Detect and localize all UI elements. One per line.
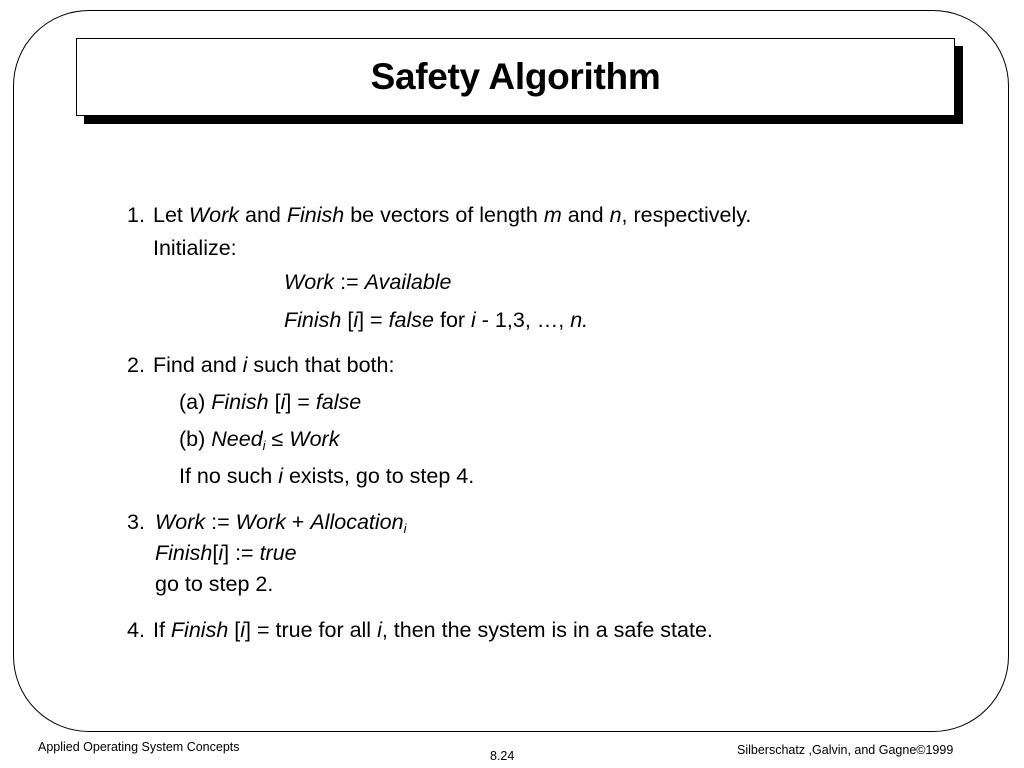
step-1-and-2: and — [561, 203, 610, 227]
step-2-find-and: Find and — [153, 353, 243, 377]
step-1-respectively: , respectively. — [621, 203, 752, 227]
step-4-rest: ] = true for all — [245, 618, 378, 642]
step-2-a-label: (a) — [179, 390, 212, 414]
step-1-available: Available — [364, 270, 452, 294]
step-1-work: Work — [188, 203, 240, 227]
step-4-then: , then the system is in a safe state. — [381, 618, 713, 642]
step-1-let: Let — [153, 203, 189, 227]
step-2-b-need: Need — [211, 427, 263, 451]
step-4-line — [153, 620, 713, 642]
step-2-b-work: Work — [289, 427, 340, 451]
footer-course-title: Applied Operating System Concepts — [38, 740, 240, 754]
step-1-for: for — [434, 308, 472, 332]
step-3-number: 3. — [127, 510, 145, 534]
step-2-i: i — [242, 353, 248, 377]
step-1-and: and — [239, 203, 287, 227]
step-4-i-2: i — [377, 618, 382, 642]
slide-title: Safety Algorithm — [370, 56, 661, 97]
step-3-goto: go to step 2. — [155, 572, 274, 596]
step-3-plus: + — [285, 510, 311, 534]
step-2-b-leq: ≤ — [265, 427, 290, 451]
step-2-exists: exists, go to step 4. — [282, 464, 475, 488]
step-3-allocation: Allocation — [310, 510, 404, 534]
step-1-bracket-open: [ — [341, 308, 354, 332]
footer-authors: Silberschatz ,Galvin, and Gagne©1999 — [737, 743, 954, 757]
step-3-bracket-close: ] := — [223, 541, 260, 565]
step-2-a-i: i — [280, 390, 286, 414]
step-1-finish-var: Finish — [284, 308, 342, 332]
step-3-bracket-open: [ — [212, 541, 219, 565]
step-3-alloc-subscript: i — [403, 521, 407, 536]
step-3-line-2 — [155, 543, 297, 565]
title-box — [76, 38, 955, 116]
step-1-false: false — [388, 308, 434, 332]
step-2-number: 2. — [127, 353, 145, 377]
step-2-if-no-such — [179, 466, 474, 488]
step-1-work-var: Work — [284, 270, 335, 294]
step-4-if: If — [153, 618, 171, 642]
step-3-line-1 — [155, 512, 406, 534]
step-1-n-2: n. — [570, 308, 589, 332]
step-1-assign-op: := — [334, 270, 365, 294]
step-3-i: i — [218, 541, 224, 565]
step-1-i-2: i — [471, 308, 476, 332]
step-1-finish-assign — [284, 310, 588, 332]
step-1-initialize: Initialize: — [153, 236, 237, 260]
step-1-number: 1. — [127, 203, 145, 227]
step-1-be-vectors: be vectors of length — [344, 203, 544, 227]
step-4-finish: Finish — [170, 618, 229, 642]
step-2-if-no-such-text: If no such — [179, 464, 279, 488]
step-2-a-false: false — [315, 390, 362, 414]
step-1-i: i — [353, 308, 359, 332]
step-1-line-1 — [153, 205, 751, 227]
step-2-a-bracket-close: ] = — [285, 390, 316, 414]
step-4-number: 4. — [127, 618, 145, 642]
step-3-assign: := — [205, 510, 236, 534]
step-2-b-label: (b) — [179, 427, 212, 451]
step-2-a-bracket-open: [ — [268, 390, 281, 414]
step-2-b-subscript: i — [262, 438, 266, 453]
step-2-if-i: i — [278, 464, 283, 488]
step-2-condition-a — [179, 392, 361, 414]
step-1-n: n — [609, 203, 622, 227]
step-2-a-finish: Finish — [211, 390, 269, 414]
step-1-m: m — [543, 203, 562, 227]
step-3-work: Work — [155, 510, 206, 534]
step-4-i: i — [240, 618, 246, 642]
step-2-condition-b — [179, 429, 339, 451]
step-4-bracket-open: [ — [228, 618, 241, 642]
step-2-line-1 — [153, 355, 394, 377]
step-1-work-assign — [284, 272, 452, 294]
step-3-true: true — [259, 541, 297, 565]
step-1-range: - 1,3, …, — [475, 308, 571, 332]
step-1-bracket-close: ] = — [358, 308, 389, 332]
step-3-work-2: Work — [235, 510, 286, 534]
step-1-finish: Finish — [286, 203, 345, 227]
step-2-such-that: such that both: — [247, 353, 395, 377]
step-3-finish: Finish — [155, 541, 213, 565]
footer-page-number: 8.24 — [490, 749, 515, 763]
